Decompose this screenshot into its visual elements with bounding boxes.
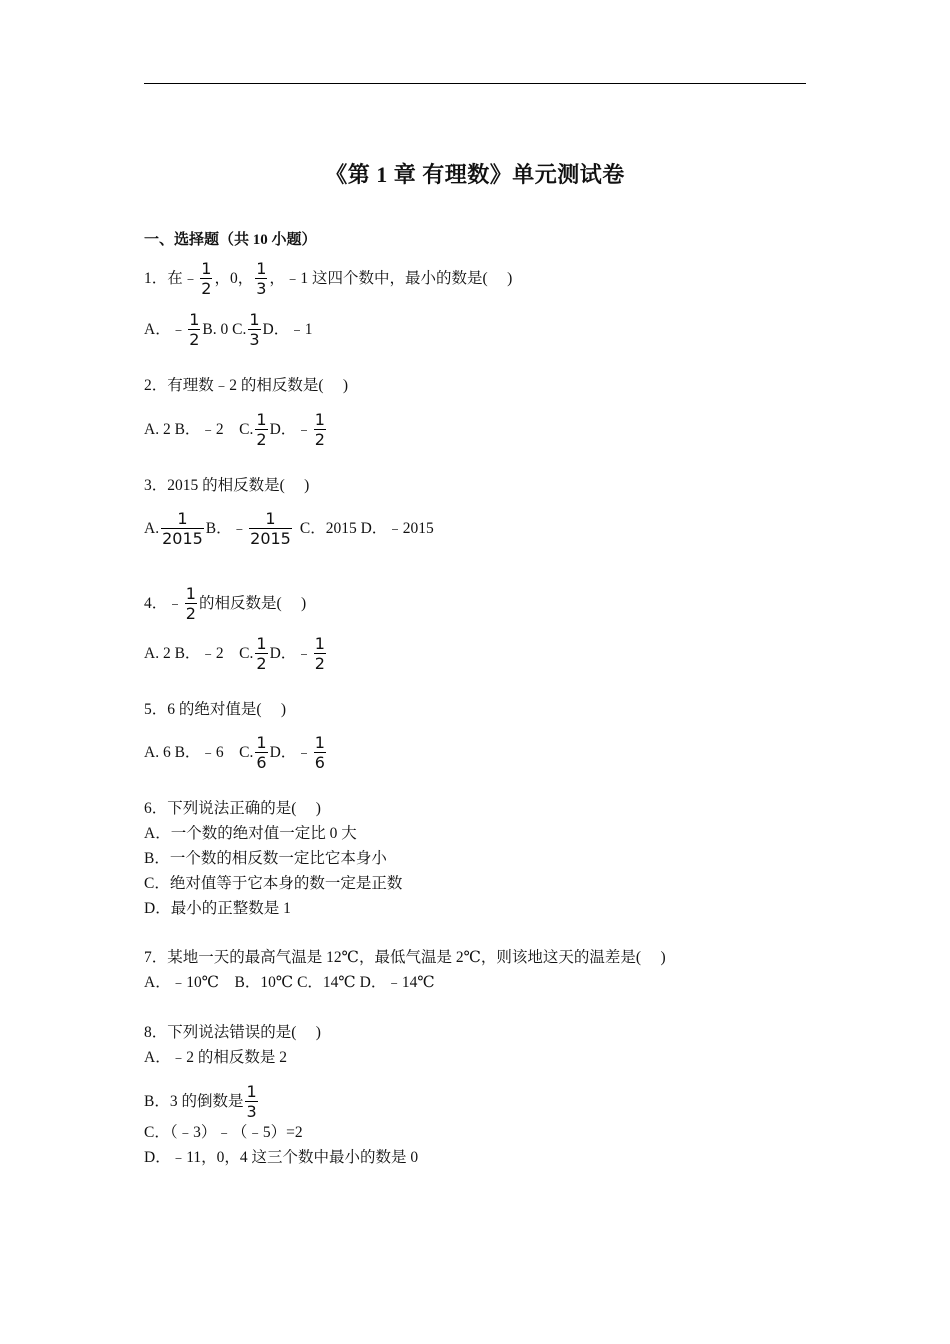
fraction: $\frac{1}{2}$: [189, 310, 200, 349]
page-title: 《第 1 章 有理数》单元测试卷: [325, 162, 625, 187]
question-7-options: A．﹣10℃ B．10℃ C．14℃ D．﹣14℃: [144, 974, 435, 991]
fraction: $\frac{1}{3}$: [256, 259, 267, 298]
fraction: $\frac{1}{2}$: [314, 410, 325, 449]
question-3-options: A. $\frac{1}{2015}$ B．﹣ $\frac{1}{2015}$ C．2015 D．﹣2015: [144, 509, 434, 548]
question-2-stem: 2．有理数﹣2 的相反数是( ): [144, 377, 349, 394]
question-1-stem: 1．在﹣ $\frac{1}{2}$ ，0， $\frac{1}{3}$ ，﹣1 这四个数中，最小的数是( ): [144, 259, 513, 298]
fraction: $\frac{1}{2}$: [185, 584, 196, 623]
question-6-option-c: C．绝对值等于它本身的数一定是正数: [144, 875, 403, 892]
fraction: $\frac{1}{6}$: [256, 733, 267, 772]
fraction: $\frac{1}{6}$: [314, 733, 325, 772]
question-8-option-a: A．﹣2 的相反数是 2: [144, 1049, 287, 1066]
question-8-option-c: C．（﹣3）﹣（﹣5）=2: [144, 1124, 303, 1141]
question-6-option-d: D．最小的正整数是 1: [144, 900, 291, 917]
question-1-options: A．﹣ $\frac{1}{2}$ B. 0 C. $\frac{1}{3}$ D．﹣1: [144, 310, 313, 349]
section-heading: 一、选择题（共 10 小题）: [144, 232, 317, 248]
question-5-stem: 5．6 的绝对值是( ): [144, 701, 287, 718]
fraction: $\frac{1}{2}$: [314, 634, 325, 673]
question-6-option-a: A．一个数的绝对值一定比 0 大: [144, 825, 357, 842]
question-7-stem: 7．某地一天的最高气温是 12℃，最低气温是 2℃，则该地这天的温差是( ): [144, 949, 666, 966]
question-6-stem: 6．下列说法正确的是( ): [144, 800, 321, 817]
fraction: $\frac{1}{2}$: [256, 634, 267, 673]
question-5-options: A. 6 B．﹣6 C. $\frac{1}{6}$ D．﹣ $\frac{1}{6}$: [144, 733, 325, 772]
question-2-options: A. 2 B．﹣2 C. $\frac{1}{2}$ D．﹣ $\frac{1}{2}$: [144, 410, 325, 449]
header-rule: [144, 83, 806, 84]
question-8-option-b: B．3 的倒数是 $\frac{1}{3}$: [144, 1082, 257, 1121]
fraction: $\frac{1}{2015}$: [162, 509, 203, 548]
question-4-options: A. 2 B．﹣2 C. $\frac{1}{2}$ D．﹣ $\frac{1}{2}$: [144, 634, 325, 673]
question-3-stem: 3．2015 的相反数是( ): [144, 477, 310, 494]
question-4-stem: 4．﹣ $\frac{1}{2}$ 的相反数是( ): [144, 584, 307, 623]
question-8-option-d: D．﹣11，0，4 这三个数中最小的数是 0: [144, 1149, 419, 1166]
fraction: $\frac{1}{2}$: [256, 410, 267, 449]
fraction: $\frac{1}{2015}$: [250, 509, 291, 548]
fraction: $\frac{1}{3}$: [249, 310, 260, 349]
fraction: $\frac{1}{2}$: [201, 259, 212, 298]
question-6-option-b: B．一个数的相反数一定比它本身小: [144, 850, 387, 867]
question-8-stem: 8．下列说法错误的是( ): [144, 1024, 321, 1041]
fraction: $\frac{1}{3}$: [246, 1082, 257, 1121]
